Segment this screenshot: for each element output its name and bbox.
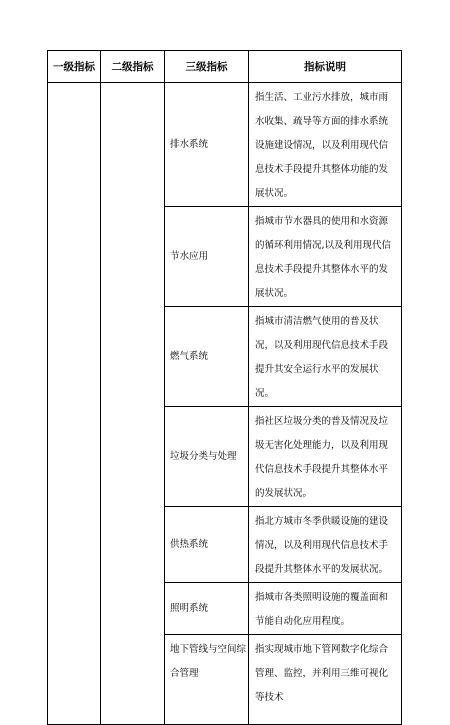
header-level3: 三级指标 — [165, 51, 249, 83]
indicator-description: 指城市清洁燃气使用的普及状况，以及利用现代信息技术手段提升其安全运行水平的发展状况。 — [249, 307, 402, 407]
indicator-name: 照明系统 — [165, 583, 249, 635]
indicator-name: 节水应用 — [165, 207, 249, 307]
indicator-name: 垃圾分类与处理 — [165, 407, 249, 507]
level1-cell — [48, 83, 101, 725]
indicator-description: 指社区垃圾分类的普及情况及垃圾无害化处理能力，以及利用现代信息技术手段提升其整体水平的发展状况。 — [249, 407, 402, 507]
indicator-table — [47, 50, 402, 725]
indicator-description: 指实现城市地下管网数字化综合管理、监控，并利用三维可视化等技术 — [249, 635, 402, 725]
indicator-name: 供热系统 — [165, 507, 249, 583]
indicator-description: 指城市节水器具的使用和水资源的循环利用情况,以及利用现代信息技术手段提升其整体水平的发展状况。 — [249, 207, 402, 307]
table-header-row — [48, 51, 402, 83]
indicator-description: 指城市各类照明设施的覆盖面和节能自动化应用程度。 — [249, 583, 402, 635]
level2-cell — [101, 83, 165, 725]
header-level1: 一级指标 — [48, 51, 101, 83]
header-level2: 二级指标 — [101, 51, 165, 83]
indicator-description: 指北方城市冬季供暖设施的建设情况，以及利用现代信息技术手段提升其整体水平的发展状况。 — [249, 507, 402, 583]
header-description: 指标说明 — [249, 51, 402, 83]
indicator-name: 地下管线与空间综合管理 — [165, 635, 249, 725]
indicator-name: 排水系统 — [165, 83, 249, 207]
indicator-description: 指生活、工业污水排放，城市雨水收集、疏导等方面的排水系统设施建设情况，以及利用现代信息技术手段提升其整体功能的发展状况。 — [249, 83, 402, 207]
indicator-name: 燃气系统 — [165, 307, 249, 407]
table-row — [48, 83, 402, 207]
